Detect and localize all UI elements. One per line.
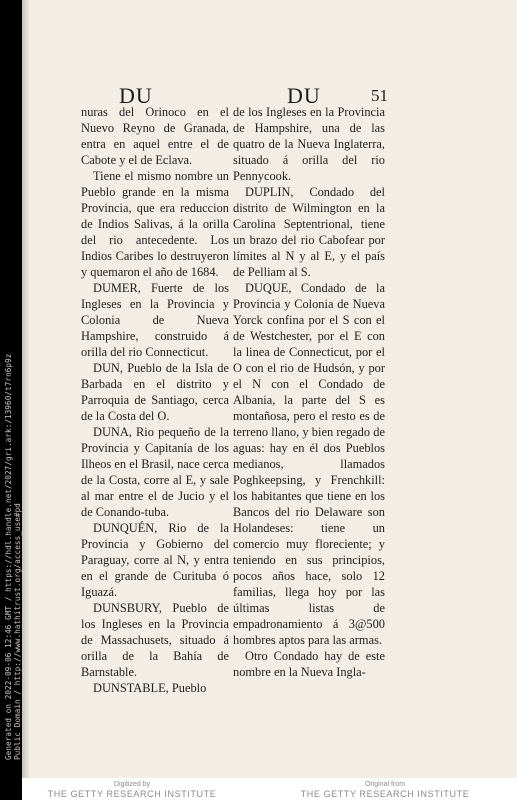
entry-duna: DUNA, Rio pequeño de la Provincia y Capitanía de los Ilheos en el Brasil, nace cerca de la Costa, corre al E, y sale al mar entre el de Jucio y el de Conando-tuba. xyxy=(81,425,229,519)
entry-paragraph: nuras del Orinoco en el Nuevo Reyno de Granada, entra en aquel entre el de Cabote y el de Eclava. xyxy=(81,105,229,167)
footer-original-label: Original from xyxy=(364,781,406,788)
running-head-right: DU xyxy=(287,83,321,108)
side-watermark xyxy=(0,0,22,800)
entry-duplin: DUPLIN, Condado del distrito de Wilmington en la Carolina Septentrional, tiene un brazo del rio Cabofear por límites al N y al E, y el país de Pelliam al S. xyxy=(233,185,385,279)
running-head-left: DU xyxy=(119,83,153,108)
watermark-line-1: Generated on 2022-09-06 12:46 GMT / https://hdl.handle.net/2027/gri.ark:/13960/t7rn6p9z xyxy=(4,353,13,760)
entry-dunstable: DUNSTABLE, Pueblo xyxy=(93,681,207,695)
entry-dunsbury: DUNSBURY, Pueblo de los Ingleses en la Provincia de Massachusets, situado á orilla de la Bahía de Barnstable. xyxy=(81,601,229,679)
footer-original-from xyxy=(275,780,495,800)
entry-paragraph: de los Ingleses en la Provincia de Hampshire, una de las quatro de la Nueva Inglaterra, situado á orilla del rio Pennycook. xyxy=(233,105,385,183)
entry-dun: DUN, Pueblo de la Isla de Barbada en el distrito y Parroquia de Santiago, cerca de la Costa del O. xyxy=(81,361,229,423)
footer-digitized-by xyxy=(22,780,242,800)
page-number: 51 xyxy=(371,86,388,105)
watermark-line-2: Public Domain / http://www.hathitrust.org/access_use#pd xyxy=(13,503,22,760)
left-column xyxy=(81,104,229,696)
footer-original-institution: THE GETTY RESEARCH INSTITUTE xyxy=(300,789,470,799)
footer-digitized-label: Digitized by xyxy=(113,781,151,788)
entry-paragraph: Otro Condado hay de este nombre en la Nueva Ingla- xyxy=(233,649,385,679)
entry-paragraph: Tiene el mismo nombre un Pueblo grande en la misma Provincia, que era reduccion de Indios Salivas, á la orilla del rio antecedente. Los Indios Caribes lo destruyeron y quemaron el año de 1684. xyxy=(81,169,229,279)
footer-digitized-institution: THE GETTY RESEARCH INSTITUTE xyxy=(47,789,217,799)
entry-dumer: DUMER, Fuerte de los Ingleses en la Provincia y Colonia de Nueva Hampshire, construido á orilla del rio Connecticut. xyxy=(81,281,229,359)
entry-duque: DUQUE, Condado de la Provincia y Colonia de Nueva Yorck confina por el S con el de Westchester, por el E con la linea de Connecticut, por el O con el rio de Hudsón, y por el N con el Condado de Albania, la parte del S es montañosa, pero el resto es de terreno llano, y bien regado de aguas: hay en él dos Pueblos medianos, llamados Poghkeepsing, y Frenchkill: los habitantes que tiene en los Bancos del rio Delaware son Holandeses: tiene un comercio muy floreciente; y teniendo en sus principios, pocos años hace, solo 12 familias, llega hoy por las últimas listas de empadronamiento á 3@500 hombres aptos para las armas. xyxy=(233,281,385,647)
right-column xyxy=(233,104,385,680)
entry-dunquen: DUNQUÉN, Rio de la Provincia y Gobierno del Paraguay, corre al N, y entra en el grande de Curituba ó Iguazá. xyxy=(81,521,229,599)
